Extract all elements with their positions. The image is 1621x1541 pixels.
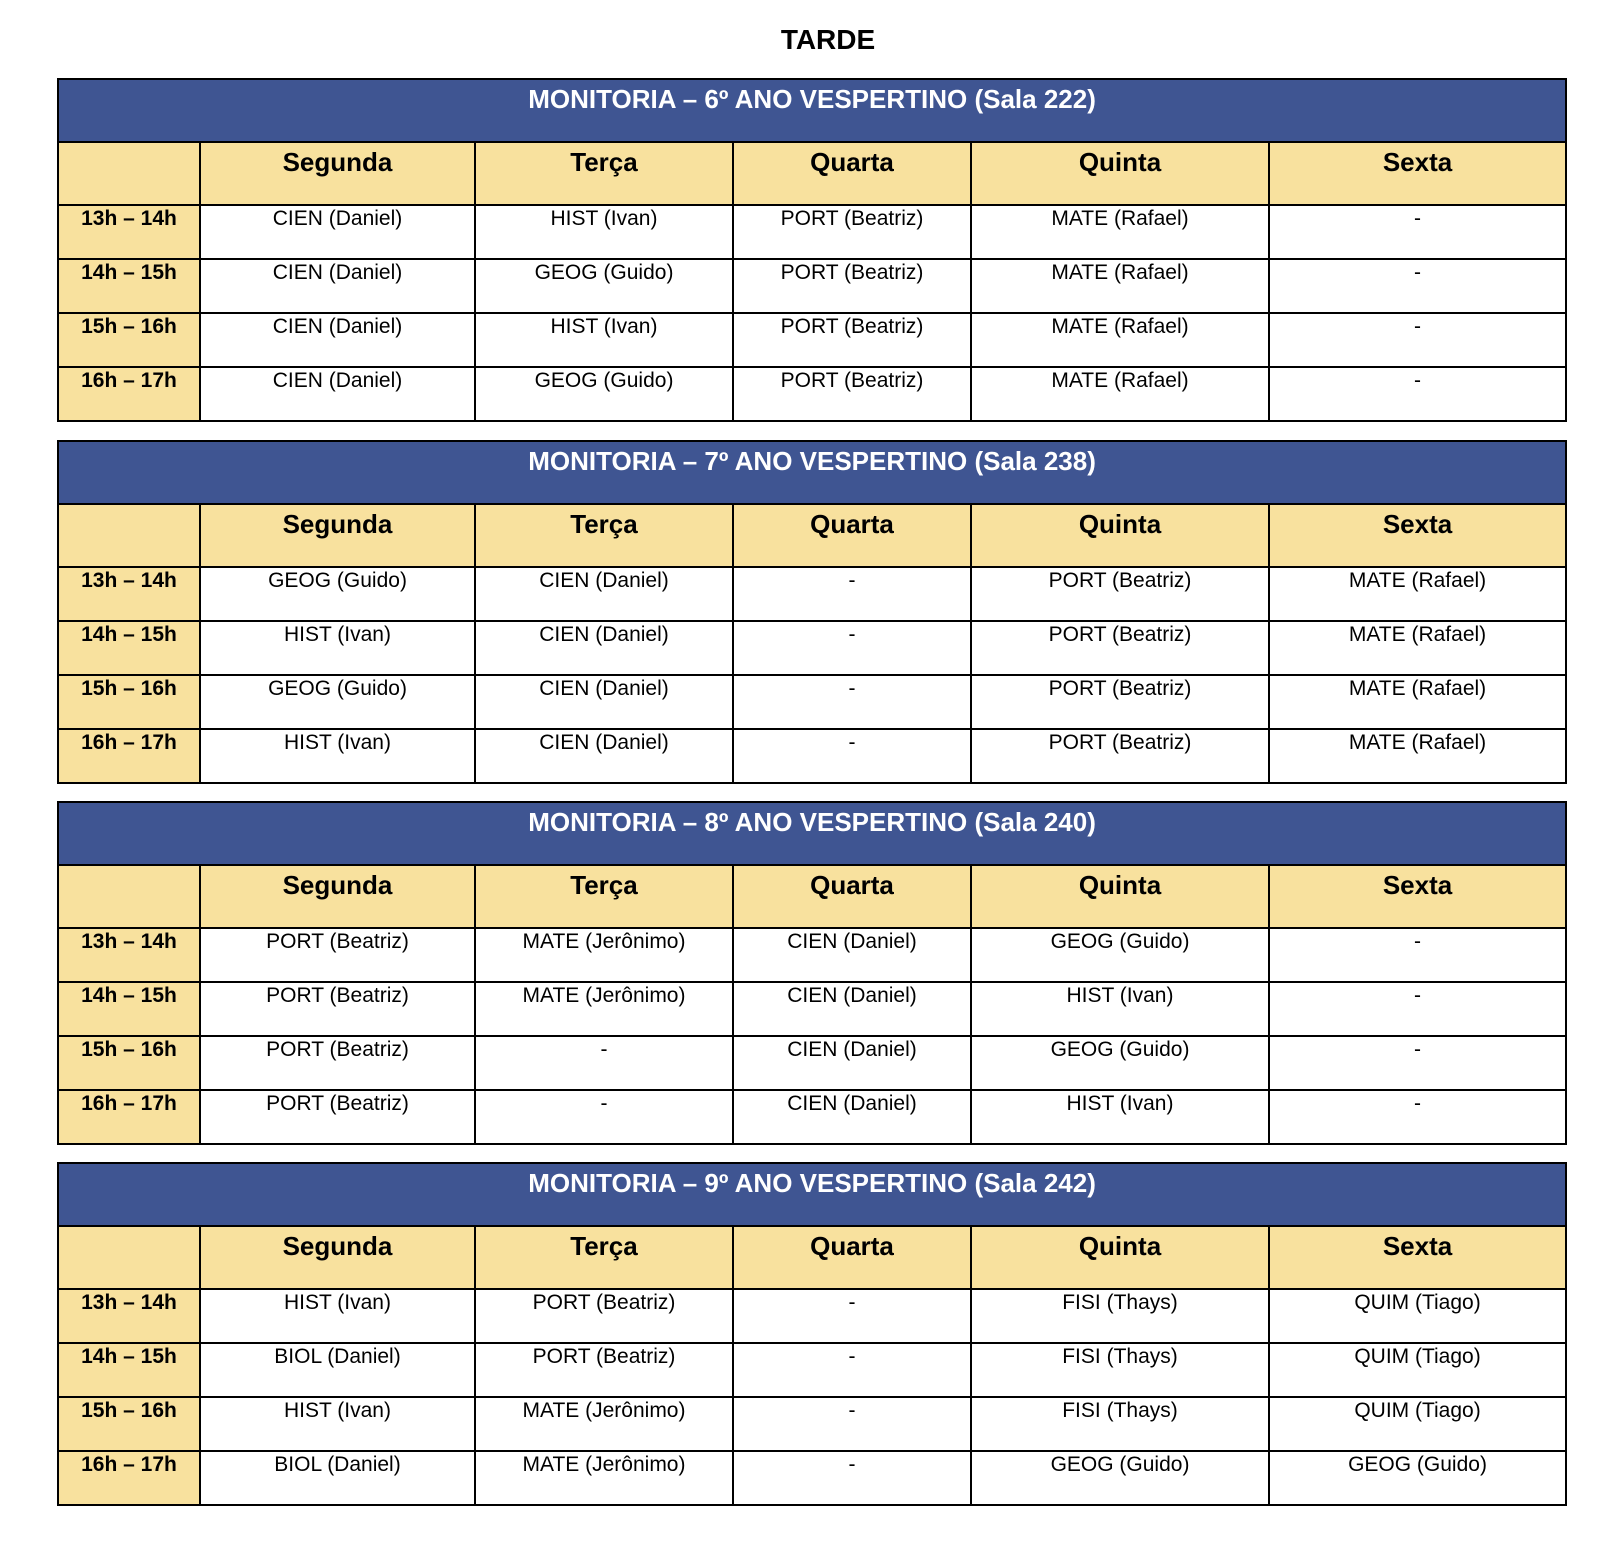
schedule-cell: MATE (Rafael) [1269, 729, 1566, 783]
schedule-cell: GEOG (Guido) [475, 367, 733, 421]
table-row [58, 729, 1566, 783]
time-slot: 15h – 16h [58, 675, 200, 729]
schedule-cell: - [475, 1036, 733, 1090]
day-header: Quinta [971, 865, 1269, 928]
table-title: MONITORIA – 9º ANO VESPERTINO (Sala 242) [58, 1163, 1566, 1226]
schedule-cell: PORT (Beatriz) [475, 1343, 733, 1397]
schedule-cell: MATE (Rafael) [1269, 567, 1566, 621]
day-header: Sexta [1269, 142, 1566, 205]
time-slot: 14h – 15h [58, 621, 200, 675]
schedule-cell: CIEN (Daniel) [200, 205, 475, 259]
table-row [58, 621, 1566, 675]
schedule-cell: GEOG (Guido) [971, 928, 1269, 982]
schedule-cell: QUIM (Tiago) [1269, 1397, 1566, 1451]
day-header: Sexta [1269, 865, 1566, 928]
table-title: MONITORIA – 6º ANO VESPERTINO (Sala 222) [58, 79, 1566, 142]
day-header: Quarta [733, 865, 971, 928]
schedule-cell: HIST (Ivan) [200, 1397, 475, 1451]
schedule-cell: PORT (Beatriz) [733, 205, 971, 259]
table-row [58, 1397, 1566, 1451]
schedule-cell: BIOL (Daniel) [200, 1343, 475, 1397]
schedule-cell: CIEN (Daniel) [475, 567, 733, 621]
schedule-table-7ano [57, 440, 1567, 784]
schedule-cell: QUIM (Tiago) [1269, 1289, 1566, 1343]
schedule-cell: PORT (Beatriz) [475, 1289, 733, 1343]
schedule-cell: - [475, 1090, 733, 1144]
schedule-cell: - [733, 675, 971, 729]
time-slot: 15h – 16h [58, 1036, 200, 1090]
schedule-cell: - [1269, 1090, 1566, 1144]
corner-cell [58, 865, 200, 928]
schedule-cell: CIEN (Daniel) [733, 982, 971, 1036]
day-header: Sexta [1269, 1226, 1566, 1289]
day-header: Terça [475, 504, 733, 567]
table-row [58, 982, 1566, 1036]
table-row [58, 1343, 1566, 1397]
schedule-cell: HIST (Ivan) [475, 205, 733, 259]
table-title-row [58, 441, 1566, 504]
day-header-row [58, 142, 1566, 205]
time-slot: 14h – 15h [58, 982, 200, 1036]
schedule-cell: HIST (Ivan) [200, 729, 475, 783]
corner-cell [58, 1226, 200, 1289]
schedule-cell: MATE (Rafael) [1269, 675, 1566, 729]
schedule-cell: MATE (Jerônimo) [475, 928, 733, 982]
schedule-table-6ano [57, 78, 1567, 422]
schedule-cell: - [1269, 313, 1566, 367]
schedule-cell: MATE (Jerônimo) [475, 982, 733, 1036]
schedule-cell: HIST (Ivan) [200, 621, 475, 675]
schedule-cell: - [733, 1451, 971, 1505]
time-slot: 16h – 17h [58, 367, 200, 421]
table-row [58, 567, 1566, 621]
schedule-cell: - [1269, 982, 1566, 1036]
table-title: MONITORIA – 7º ANO VESPERTINO (Sala 238) [58, 441, 1566, 504]
schedule-table-9ano [57, 1162, 1567, 1506]
schedule-cell: PORT (Beatriz) [200, 982, 475, 1036]
day-header: Terça [475, 865, 733, 928]
time-slot: 16h – 17h [58, 729, 200, 783]
schedule-cell: MATE (Rafael) [971, 367, 1269, 421]
schedule-cell: GEOG (Guido) [200, 567, 475, 621]
table-row [58, 1090, 1566, 1144]
schedule-cell: - [733, 621, 971, 675]
schedule-cell: CIEN (Daniel) [733, 928, 971, 982]
time-slot: 14h – 15h [58, 1343, 200, 1397]
schedule-cell: QUIM (Tiago) [1269, 1343, 1566, 1397]
schedule-cell: CIEN (Daniel) [733, 1036, 971, 1090]
schedule-cell: PORT (Beatriz) [200, 928, 475, 982]
schedule-cell: - [1269, 367, 1566, 421]
schedule-cell: GEOG (Guido) [475, 259, 733, 313]
schedule-cell: MATE (Rafael) [971, 313, 1269, 367]
schedule-cell: MATE (Jerônimo) [475, 1397, 733, 1451]
corner-cell [58, 504, 200, 567]
table-row [58, 675, 1566, 729]
schedule-cell: CIEN (Daniel) [200, 259, 475, 313]
schedule-cell: CIEN (Daniel) [475, 621, 733, 675]
day-header: Quarta [733, 504, 971, 567]
schedule-cell: CIEN (Daniel) [200, 367, 475, 421]
day-header: Sexta [1269, 504, 1566, 567]
time-slot: 15h – 16h [58, 1397, 200, 1451]
schedule-cell: PORT (Beatriz) [200, 1090, 475, 1144]
day-header: Segunda [200, 142, 475, 205]
schedule-cell: PORT (Beatriz) [733, 259, 971, 313]
schedule-cell: - [1269, 259, 1566, 313]
day-header: Quinta [971, 504, 1269, 567]
day-header: Quinta [971, 142, 1269, 205]
day-header-row [58, 1226, 1566, 1289]
table-row [58, 205, 1566, 259]
schedule-cell: GEOG (Guido) [1269, 1451, 1566, 1505]
time-slot: 14h – 15h [58, 259, 200, 313]
schedule-cell: FISI (Thays) [971, 1343, 1269, 1397]
day-header: Segunda [200, 865, 475, 928]
day-header-row [58, 504, 1566, 567]
table-title-row [58, 1163, 1566, 1226]
schedule-cell: PORT (Beatriz) [971, 621, 1269, 675]
day-header: Quinta [971, 1226, 1269, 1289]
schedule-cell: CIEN (Daniel) [475, 675, 733, 729]
schedule-cell: GEOG (Guido) [200, 675, 475, 729]
schedule-cell: - [1269, 1036, 1566, 1090]
table-row [58, 259, 1566, 313]
schedule-cell: - [733, 567, 971, 621]
page-title: TARDE [780, 24, 876, 55]
time-slot: 13h – 14h [58, 205, 200, 259]
time-slot: 13h – 14h [58, 1289, 200, 1343]
schedule-table-8ano [57, 801, 1567, 1145]
day-header: Segunda [200, 504, 475, 567]
time-slot: 13h – 14h [58, 928, 200, 982]
schedule-cell: FISI (Thays) [971, 1397, 1269, 1451]
schedule-cell: PORT (Beatriz) [733, 367, 971, 421]
schedule-cell: GEOG (Guido) [971, 1036, 1269, 1090]
table-title-row [58, 79, 1566, 142]
schedule-cell: - [733, 1397, 971, 1451]
time-slot: 16h – 17h [58, 1451, 200, 1505]
table-row [58, 1036, 1566, 1090]
day-header: Quarta [733, 1226, 971, 1289]
time-slot: 13h – 14h [58, 567, 200, 621]
day-header: Terça [475, 1226, 733, 1289]
schedule-cell: MATE (Rafael) [1269, 621, 1566, 675]
schedule-cell: - [733, 1343, 971, 1397]
day-header: Segunda [200, 1226, 475, 1289]
table-row [58, 313, 1566, 367]
schedule-cell: PORT (Beatriz) [733, 313, 971, 367]
schedule-cell: CIEN (Daniel) [475, 729, 733, 783]
time-slot: 15h – 16h [58, 313, 200, 367]
schedule-cell: GEOG (Guido) [971, 1451, 1269, 1505]
schedule-cell: BIOL (Daniel) [200, 1451, 475, 1505]
schedule-cell: MATE (Rafael) [971, 259, 1269, 313]
table-row [58, 367, 1566, 421]
corner-cell [58, 142, 200, 205]
schedule-cell: HIST (Ivan) [475, 313, 733, 367]
table-title: MONITORIA – 8º ANO VESPERTINO (Sala 240) [58, 802, 1566, 865]
schedule-cell: PORT (Beatriz) [971, 729, 1269, 783]
schedule-cell: - [1269, 928, 1566, 982]
schedule-cell: MATE (Rafael) [971, 205, 1269, 259]
schedule-cell: - [733, 1289, 971, 1343]
table-row [58, 928, 1566, 982]
schedule-cell: MATE (Jerônimo) [475, 1451, 733, 1505]
schedule-cell: FISI (Thays) [971, 1289, 1269, 1343]
schedule-cell: PORT (Beatriz) [971, 675, 1269, 729]
schedule-cell: HIST (Ivan) [971, 982, 1269, 1036]
schedule-cell: PORT (Beatriz) [971, 567, 1269, 621]
day-header: Terça [475, 142, 733, 205]
schedule-cell: HIST (Ivan) [200, 1289, 475, 1343]
schedule-cell: - [733, 729, 971, 783]
schedule-cell: CIEN (Daniel) [733, 1090, 971, 1144]
schedule-cell: - [1269, 205, 1566, 259]
table-row [58, 1289, 1566, 1343]
schedule-cell: HIST (Ivan) [971, 1090, 1269, 1144]
table-row [58, 1451, 1566, 1505]
table-title-row [58, 802, 1566, 865]
day-header-row [58, 865, 1566, 928]
schedule-cell: CIEN (Daniel) [200, 313, 475, 367]
day-header: Quarta [733, 142, 971, 205]
schedule-cell: PORT (Beatriz) [200, 1036, 475, 1090]
time-slot: 16h – 17h [58, 1090, 200, 1144]
